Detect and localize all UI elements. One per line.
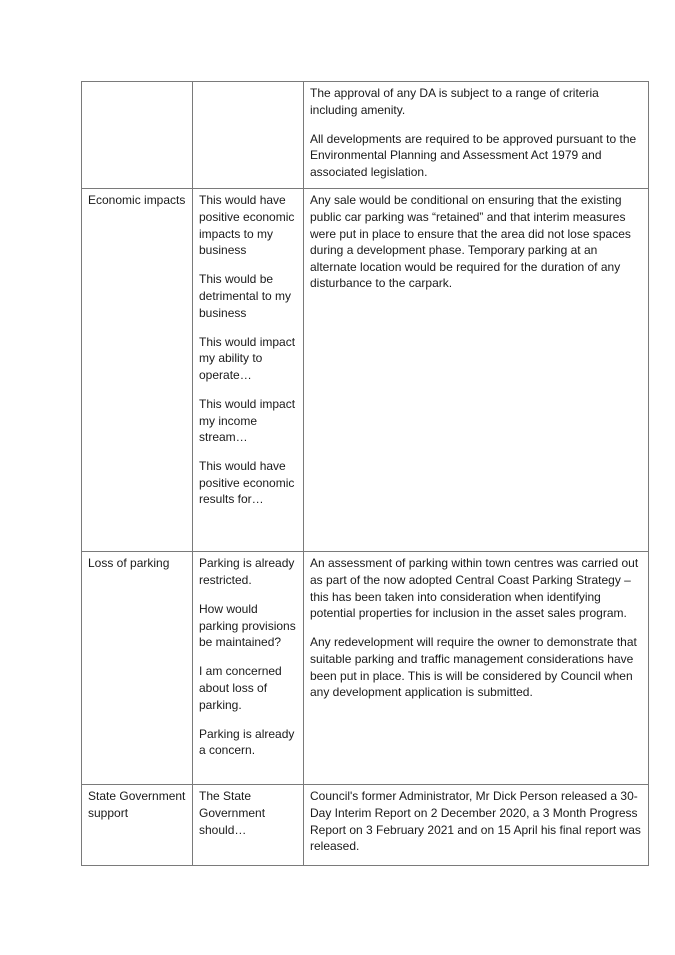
response-paragraph: All developments are required to be approved pursuant to the Environmental Planning and Assessment Act 1979 and associated legislation. (310, 131, 637, 179)
feedback-item: This would be detrimental to my business (199, 272, 292, 320)
topic-cell (82, 189, 193, 552)
response-cell (304, 552, 649, 785)
topic-cell (82, 785, 193, 866)
table-row (82, 82, 649, 189)
table-row (82, 189, 649, 552)
response-cell (304, 189, 649, 552)
feedback-item: This would have positive economic results for… (199, 459, 295, 507)
response-paragraph: Council's former Administrator, Mr Dick Person released a 30-Day Interim Report on 2 December 2020, a 3 Month Progress Report on 3 February 2021 and on 15 April his final report was released. (310, 789, 641, 854)
topic-label: Loss of parking (88, 556, 170, 571)
table-row (82, 785, 649, 866)
feedback-item: This would have positive economic impacts to my business (199, 193, 295, 258)
topic-label: Economic impacts (88, 193, 186, 208)
response-cell (304, 82, 649, 189)
topic-cell (82, 82, 193, 189)
feedback-item: This would impact my income stream… (199, 396, 296, 445)
feedback-item: Parking is already a concern. (199, 726, 295, 758)
topic-label: State Government support (88, 789, 186, 821)
response-paragraph: The approval of any DA is subject to a range of criteria including amenity. (310, 86, 599, 117)
response-paragraph: An assessment of parking within town centres was carried out as part of the now adopted Central Coast Parking Strategy – this has been taken into consideration when identifying potential properties for inclusion in the asset sales program. (310, 556, 639, 621)
consultation-table (81, 81, 649, 866)
response-paragraph: Any redevelopment will require the owner to demonstrate that suitable parking and traffic management considerations have been put in place. This is will be considered by Council when any development application is submitted. (310, 635, 637, 700)
table-row (82, 552, 649, 785)
feedback-cell (193, 785, 304, 866)
feedback-item: Parking is already restricted. (199, 556, 295, 588)
feedback-item: I am concerned about loss of parking. (199, 664, 282, 712)
response-paragraph: Any sale would be conditional on ensuring that the existing public car parking was “retained” and that interim measures were put in place to ensure that the area did not lose spaces during a development phase. Temporary parking at an alternate location would be required for the duration of any disturbance to the carpark. (310, 193, 631, 291)
feedback-item: The State Government should… (199, 789, 266, 837)
feedback-cell (193, 189, 304, 552)
feedback-cell (193, 552, 304, 785)
feedback-item: How would parking provisions be maintained? (199, 602, 296, 650)
feedback-item: This would impact my ability to operate… (199, 334, 296, 382)
response-cell (304, 785, 649, 866)
feedback-cell (193, 82, 304, 189)
topic-cell (82, 552, 193, 785)
